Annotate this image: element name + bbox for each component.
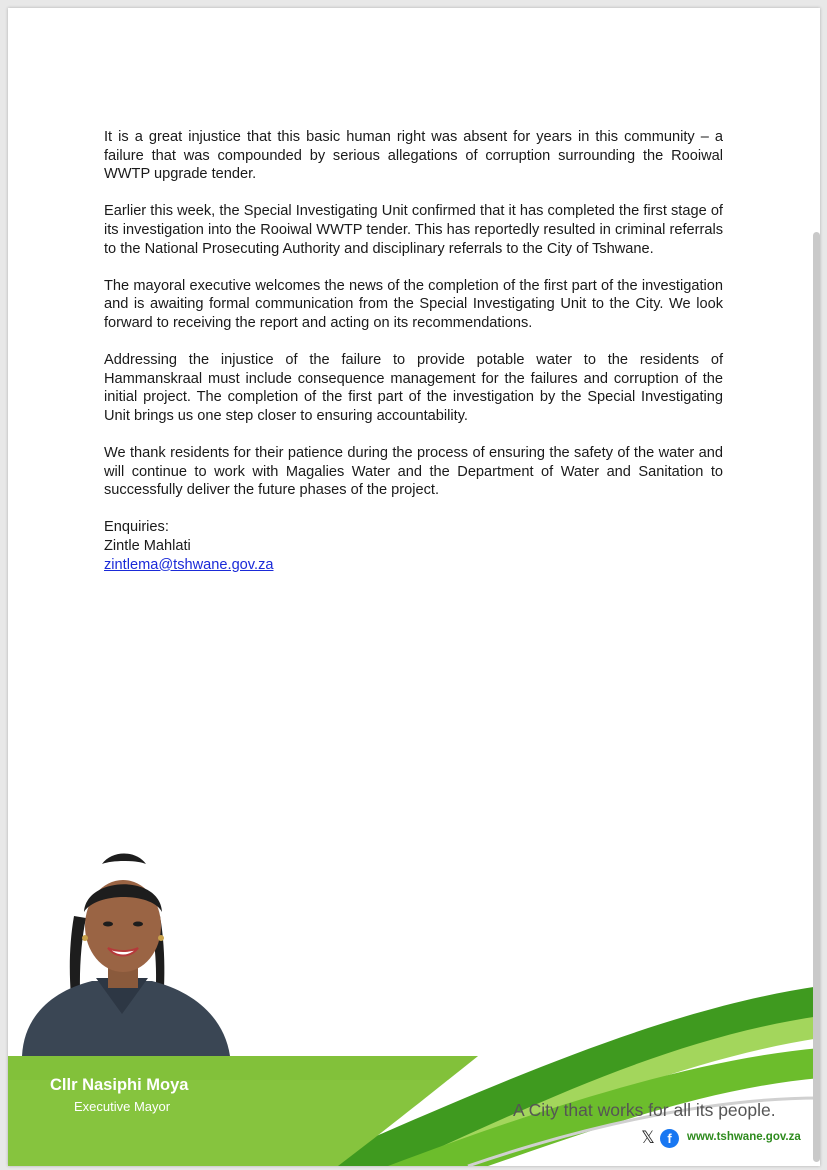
mayor-name: Cllr Nasiphi Moya bbox=[50, 1076, 189, 1094]
social-icons bbox=[639, 1128, 679, 1148]
vertical-scrollbar[interactable] bbox=[813, 232, 820, 1162]
document-page bbox=[8, 8, 820, 1166]
press-release-body bbox=[104, 128, 723, 574]
paragraph-3: The mayoral executive welcomes the news of the completion of the first part of the investigation and is awaiting formal communication from the Special Investigating Unit to the City. We look forward to receiving the report and acting on its recommendations. bbox=[104, 277, 723, 331]
paragraph-4: Addressing the injustice of the failure to provide potable water to the residents of Hammanskraal must include consequence management for the failures and corruption of the initial project. The completion of the first part of the investigation by the Special Investigating Unit brings us one step closer to ensuring accountability. bbox=[104, 352, 723, 424]
mayor-portrait-image bbox=[12, 846, 234, 1056]
facebook-icon[interactable]: f bbox=[660, 1129, 679, 1148]
city-tagline: A City that works for all its people. bbox=[513, 1100, 776, 1120]
mayor-title: Executive Mayor bbox=[74, 1099, 171, 1114]
website-link[interactable]: www.tshwane.gov.za bbox=[687, 1131, 801, 1143]
paragraph-5: We thank residents for their patience during the process of ensuring the safety of the water and will continue to work with Magalies Water and the Department of Water and Sanitation to successfully deliver the future phases of the project. bbox=[104, 445, 723, 499]
x-icon[interactable]: 𝕏 bbox=[641, 1128, 655, 1148]
enquiries-block bbox=[104, 518, 723, 574]
paragraph-1: It is a great injustice that this basic human right was absent for years in this community – a failure that was compounded by serious allegations of corruption surrounding the Rooiwal WWTP upgrade tender. bbox=[104, 129, 723, 183]
enquiries-contact-name: Zintle Mahlati bbox=[104, 538, 191, 555]
enquiries-label: Enquiries: bbox=[104, 519, 169, 536]
paragraph-2: Earlier this week, the Special Investigating Unit confirmed that it has completed the first stage of its investigation into the Rooiwal WWTP tender. This has reportedly resulted in criminal referrals to the National Prosecuting Authority and disciplinary referrals to the City of Tshwane. bbox=[104, 203, 723, 257]
enquiries-email-link[interactable]: zintlema@tshwane.gov.za bbox=[104, 556, 274, 573]
